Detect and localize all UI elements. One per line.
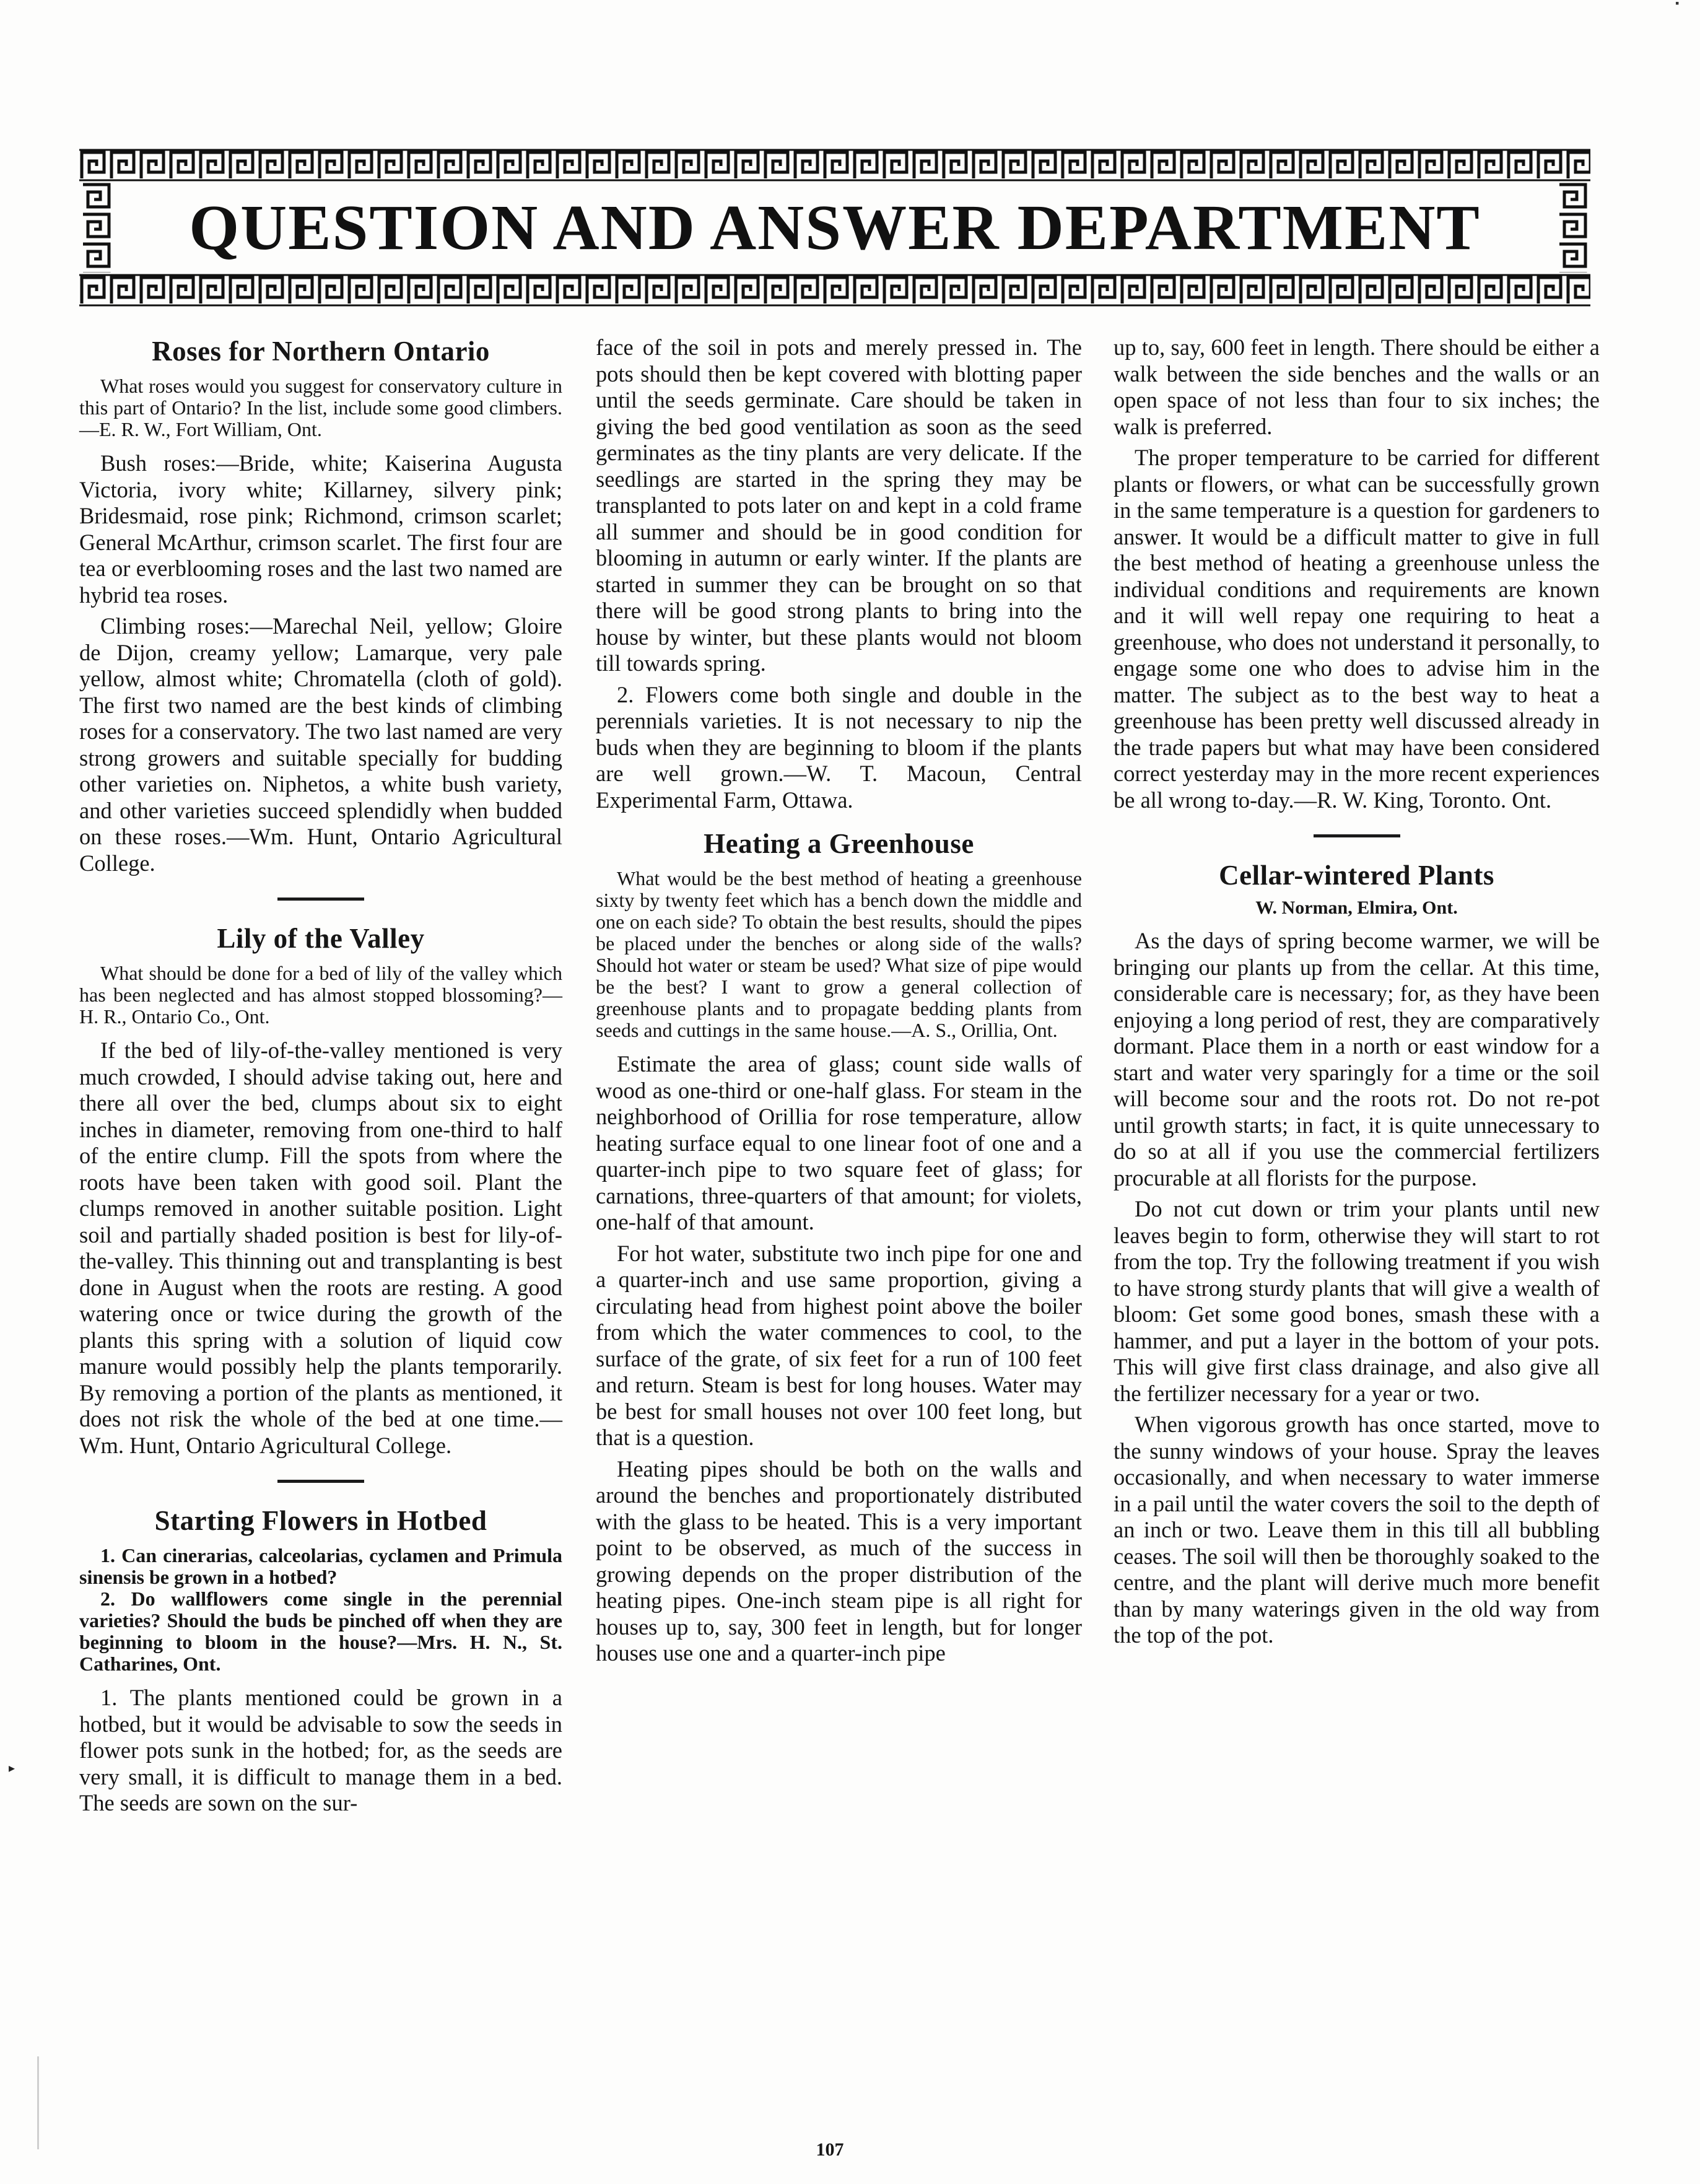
answer-paragraph: The proper temperature to be carried for different plants or flowers, or what can be successfully grown in the same temperature is a question for gardeners to answer. It would be a difficult matter to give in full the best method of heating a greenhouse unless the individual conditions and requirements are known and it will well repay one requiring to heat a greenhouse, who does not understand it personally, to engage some one who does to advise him in the matter. The subject as to the best way to heat a greenhouse has been pretty well discussed already in the trade papers but what may have been considered correct yesterday may in the more recent experiences be all wrong to-day.—R. W. King, Toronto. Ont. xyxy=(1114,445,1600,813)
answer-paragraph: Climbing roses:—Marechal Neil, yellow; Gloire de Dijon, creamy yellow; Lamarque, very pale yellow, almost white; Chromatella (cloth of gold). The first two named are the best kinds of climbing roses for a conservatory. The two last named are very strong growers and suitable specially for budding other varieties on. Niphetos, a white bush variety, and other varieties succeed splendidly when budded on these roses.—Wm. Hunt, Ontario Agricultural College. xyxy=(79,613,562,876)
section-divider xyxy=(277,898,364,901)
department-title: QUESTION AND ANSWER DEPARTMENT xyxy=(189,191,1481,263)
article-heading-cellar: Cellar-wintered Plants xyxy=(1219,860,1494,891)
question-greenhouse: What would be the best method of heating a greenhouse sixty by twenty feet which has a bench down the middle and one on each side? To obtain the best results, should the pipes be placed under the benches or along side of the walls? Should hot water or steam be used? What size of pipe would be the best? I want to grow a general collection of greenhouse plants and to propagate bedding plants from seeds and cuttings in the same house.—A. S., Orillia, Ont. xyxy=(596,867,1082,1041)
answer-paragraph: Estimate the area of glass; count side walls of wood as one-third or one-half glass. For steam in the neighborhood of Orillia for rose temperature, allow heating surface equal to one linear foot of one and a quarter-inch pipe to two square feet of glass; for carnations, three-quarters of that amount; for violets, one-half of that amount. xyxy=(596,1051,1082,1234)
article-heading-roses: Roses for Northern Ontario xyxy=(152,336,490,367)
scan-margin-line xyxy=(37,2056,39,2149)
column-1 xyxy=(79,334,562,1822)
corner-mark: ▪ xyxy=(1675,0,1680,9)
answer-paragraph: If the bed of lily-of-the-valley mentioned is very much crowded, I should advise taking out, here and there all over the bed, clumps about six to eight inches in diameter, removing from one-third to half of the entire clump. Fill the spots from where the roots have been taken with good soil. Plant the clumps removed in another suitable position. Light soil and partially shaded position is best for lily-of-the-valley. This thinning out and transplanting is best done in August when the roots are resting. A good watering once or twice during the growth of the plants this spring with a solution of liquid cow manure would possibly help the plants temporarily. By removing a portion of the plants as mentioned, it does not risk the whole of the bed at one time.—Wm. Hunt, Ontario Agricultural College. xyxy=(79,1037,562,1458)
question-roses: What roses would you suggest for conservatory culture in this part of Ontario? In the list, include some good climbers.—E. R. W., Fort William, Ont. xyxy=(79,375,562,440)
greek-key-border-right xyxy=(1556,182,1590,273)
department-banner xyxy=(79,147,1590,307)
answer-paragraph: Do not cut down or trim your plants until new leaves begin to form, otherwise they will start to rot from the top. Try the following treatment if you wish to have strong sturdy plants that will give a wealth of bloom: Get some good bones, smash these with a hammer, and put a layer in the bottom of your pots. This will give first class drainage, and also give all the fertilizer necessary for a year or two. xyxy=(1114,1196,1600,1406)
answer-paragraph: For hot water, substitute two inch pipe for one and a quarter-inch and use same proportion, giving a circulating head from highest point above the boiler from which the water commences to cool, to the surface of the grate, of six feet for a run of 100 feet and return. Steam is best for long houses. Water may be best for small houses not over 100 feet long, but that is a question. xyxy=(596,1240,1082,1450)
greek-key-border-left xyxy=(79,182,114,273)
section-divider xyxy=(277,1480,364,1483)
answer-paragraph: When vigorous growth has once started, move to the sunny windows of your house. Spray the leaves occasionally, and when necessary to water immerse in a pail until the water covers the soil to the depth of an inch or two. Leave them in this till all bubbling ceases. The soil will then be thoroughly soaked to the centre, and the plant will derive much more benefit than by many waterings given in the old way from the top of the pot. xyxy=(1114,1412,1600,1648)
answer-paragraph: Heating pipes should be both on the walls and around the benches and proportionately distributed with the glass to be heated. This is a very important point to be observed, as much of the success in growing depends on the proper distribution of the heating pipes. One-inch steam pipe is all right for houses up to, say, 300 feet in length, but for longer houses use one and a quarter-inch pipe xyxy=(596,1456,1082,1666)
article-byline: W. Norman, Elmira, Ont. xyxy=(1255,898,1458,918)
section-divider xyxy=(1314,834,1400,837)
answer-paragraph: As the days of spring become warmer, we will be bringing our plants up from the cellar. At this time, considerable care is necessary; for, as they have been enjoying a long period of rest, they are comparatively dormant. Place them in a north or east window for a start and water very sparingly for a time or the soil will become sour and the roots rot. Do not re-pot until growth starts; in fact, it is quite unnecessary to do so at all if you use the commercial fertilizers procurable at all florists for the purpose. xyxy=(1114,928,1600,1190)
answer-paragraph: 1. The plants mentioned could be grown in a hotbed, but it would be advisable to sow the seeds in flower pots sunk in the hotbed; for, as the seeds are very small, it is difficult to manage them in a bed. The seeds are sown on the sur- xyxy=(79,1685,562,1815)
column-3 xyxy=(1114,334,1600,1654)
question-lily: What should be done for a bed of lily of the valley which has been neglected and has almost stopped blossoming?—H. R., Ontario Co., Ont. xyxy=(79,962,562,1028)
question-hotbed-1: 1. Can cinerarias, calceolarias, cyclamen and Primula sinensis be grown in a hotbed? xyxy=(79,1544,562,1588)
article-heading-lily: Lily of the Valley xyxy=(217,923,425,954)
margin-arrow-mark: ▸ xyxy=(9,1762,15,1775)
answer-paragraph: Bush roses:—Bride, white; Kaiserina Augusta Victoria, ivory white; Killarney, silvery pink; Bridesmaid, rose pink; Richmond, crimson scarlet; General McArthur, crimson scarlet. The first four are tea or everblooming roses and the last two named are hybrid tea roses. xyxy=(79,450,562,608)
page-number: 107 xyxy=(816,2139,844,2160)
answer-paragraph: 2. Flowers come both single and double in the perennials varieties. It is not necessary to nip the buds when they are beginning to bloom if the plants are well grown.—W. T. Macoun, Central Experimental Farm, Ottawa. xyxy=(596,681,1082,813)
greek-key-border-bottom xyxy=(79,273,1590,307)
question-hotbed-2: 2. Do wallflowers come single in the perennial varieties? Should the buds be pinched off when they are beginning to bloom in the house?—Mrs. H. N., St. Catharines, Ont. xyxy=(79,1588,562,1675)
article-heading-greenhouse: Heating a Greenhouse xyxy=(704,828,974,859)
column-2 xyxy=(596,334,1082,1672)
answer-paragraph: face of the soil in pots and merely pressed in. The pots should then be kept covered with blotting paper until the seeds germinate. Care should be taken in giving the bed good ventilation as soon as the seed germinates as the tiny plants are very delicate. If the seedlings are started in the spring they may be transplanted to pots later on and kept in a cold frame all summer and should be in good condition for blooming in autumn or early winter. If the plants are started in summer they can be brought on so that there will be good strong plants to bring into the house by winter, but these plants would not bloom till towards spring. xyxy=(596,334,1082,676)
answer-paragraph: up to, say, 600 feet in length. There should be either a walk between the side benches and the walls or an open space of not less than four to six inches; the walk is preferred. xyxy=(1114,334,1600,439)
article-heading-hotbed: Starting Flowers in Hotbed xyxy=(154,1505,487,1536)
greek-key-border-top xyxy=(79,147,1590,182)
